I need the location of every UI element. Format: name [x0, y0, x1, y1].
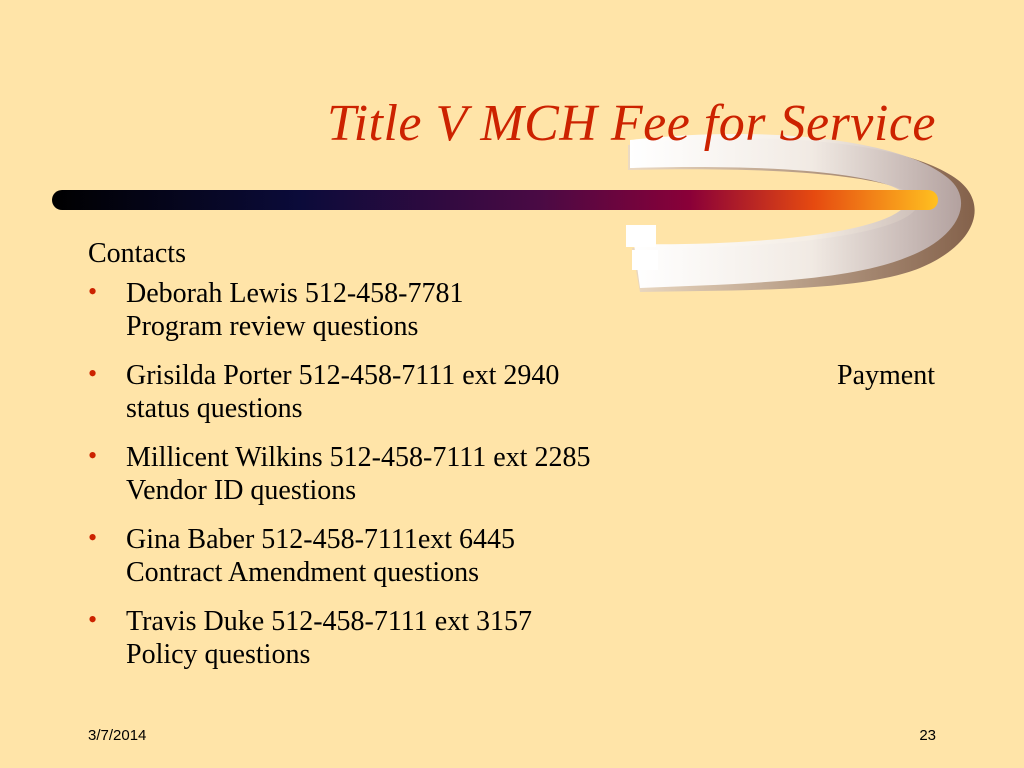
contact-topic: Contract Amendment questions — [126, 557, 480, 589]
contact-topic: Program review questions — [126, 311, 419, 343]
footer-date: 3/7/2014 — [88, 727, 147, 744]
contact-name-phone: Gina Baber 512-458-7111ext 6445 — [126, 524, 516, 556]
bullet-icon: • — [88, 359, 98, 389]
contact-topic: status questions — [126, 393, 303, 425]
slide-title: Title V MCH Fee for Service — [327, 95, 936, 152]
list-item — [88, 605, 948, 671]
contact-name-phone: Travis Duke 512-458-7111 ext 3157 — [126, 606, 532, 638]
bullet-icon: • — [88, 523, 98, 553]
slide-body — [88, 236, 948, 687]
slide-number: 23 — [919, 727, 936, 744]
contact-topic: Vendor ID questions — [126, 475, 357, 507]
contact-name-phone: Grisilda Porter 512-458-7111 ext 2940 — [126, 360, 560, 392]
contact-topic: Policy questions — [126, 639, 311, 671]
contact-topic-start: Payment — [837, 360, 935, 392]
bullet-icon: • — [88, 441, 98, 471]
list-item — [88, 523, 948, 589]
list-item — [88, 359, 948, 425]
contact-name-phone: Deborah Lewis 512-458-7781 — [126, 278, 464, 309]
contacts-list — [88, 277, 948, 671]
contacts-heading: Contacts — [88, 238, 186, 269]
bullet-icon: • — [88, 605, 98, 635]
contact-name-phone: Millicent Wilkins 512-458-7111 ext 2285 — [126, 442, 591, 474]
list-item — [88, 441, 948, 507]
contact-row — [126, 359, 935, 392]
bullet-icon: • — [88, 277, 98, 306]
list-item — [88, 277, 948, 343]
